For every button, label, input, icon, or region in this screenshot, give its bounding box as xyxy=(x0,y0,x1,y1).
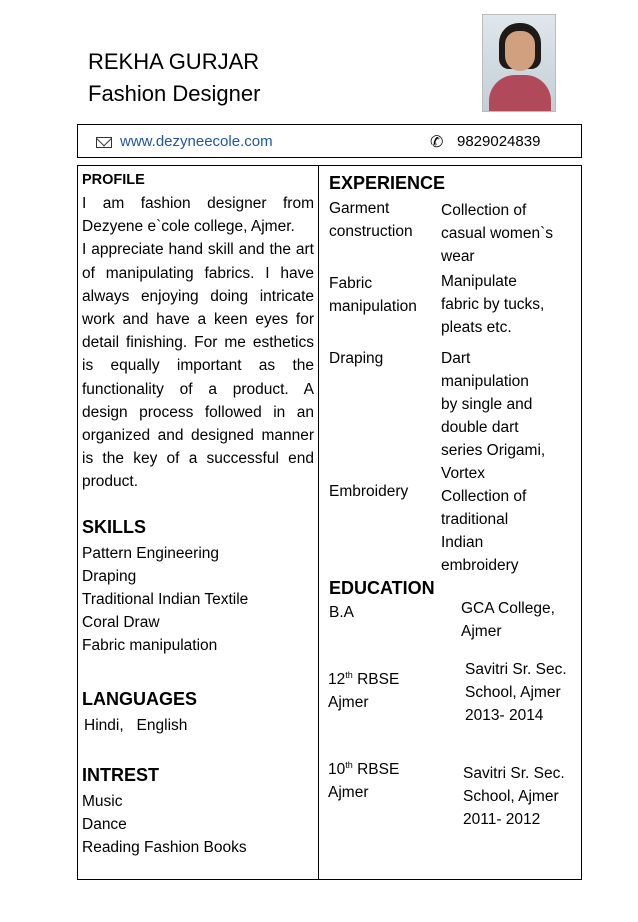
education-school: 2011- 2012 xyxy=(463,811,541,828)
education-school: Savitri Sr. Sec. xyxy=(463,765,565,782)
skill-item: Coral Draw xyxy=(82,614,160,631)
experience-desc: Collection of xyxy=(441,202,527,219)
experience-desc: series Origami, xyxy=(441,442,546,459)
skill-item: Draping xyxy=(82,568,137,585)
experience-desc: Collection of xyxy=(441,488,527,505)
languages-heading: LANGUAGES xyxy=(82,689,198,709)
candidate-name: REKHA GURJAR xyxy=(88,49,260,74)
profile-para-2: I appreciate hand skill and the art of manipulating fabrics. I have always enjoying doing intricate work and have a keen eyes for detail finishing. For me esthetics is equally important as the functionality of a product. A design process followed in an organized and designed manner is the key of a successful end product. xyxy=(82,241,314,491)
profile-para-1: I am fashion designer from Dezyene e`cole college, Ajmer. xyxy=(82,195,314,236)
candidate-role: Fashion Designer xyxy=(88,81,261,106)
experience-desc: Indian xyxy=(441,534,484,551)
experience-title: Fabric xyxy=(329,275,373,292)
education-school: Ajmer xyxy=(461,623,502,640)
experience-desc: Dart xyxy=(441,350,471,367)
education-degree: 10th RBSE xyxy=(328,760,400,778)
education-school: School, Ajmer xyxy=(463,788,559,805)
education-school: School, Ajmer xyxy=(465,684,561,701)
education-degree: B.A xyxy=(329,604,354,621)
experience-desc: traditional xyxy=(441,511,509,528)
profile-heading: PROFILE xyxy=(82,172,145,188)
profile-text xyxy=(82,192,314,494)
interest-heading: INTREST xyxy=(82,765,160,785)
experience-desc: casual women`s xyxy=(441,225,553,242)
languages-value: Hindi, English xyxy=(84,717,188,734)
skills-heading: SKILLS xyxy=(82,517,147,537)
education-school: Savitri Sr. Sec. xyxy=(465,661,567,678)
contact-bar xyxy=(77,124,582,158)
experience-desc: Manipulate xyxy=(441,273,517,290)
phone-number: 9829024839 xyxy=(457,133,541,150)
education-school: 2013- 2014 xyxy=(465,707,544,724)
interest-item: Music xyxy=(82,793,123,810)
experience-title: Embroidery xyxy=(329,483,409,500)
education-heading: EDUCATION xyxy=(329,578,435,598)
experience-heading: EXPERIENCE xyxy=(329,173,446,193)
experience-desc: double dart xyxy=(441,419,519,436)
skill-item: Fabric manipulation xyxy=(82,637,218,654)
phone-icon: ✆ xyxy=(430,134,444,151)
experience-title: manipulation xyxy=(329,298,417,315)
experience-desc: Vortex xyxy=(441,465,485,482)
experience-title: Garment xyxy=(329,200,390,217)
skill-item: Traditional Indian Textile xyxy=(82,591,249,608)
skill-item: Pattern Engineering xyxy=(82,545,220,562)
experience-title: Draping xyxy=(329,350,384,367)
envelope-icon xyxy=(96,137,112,148)
interest-item: Dance xyxy=(82,816,127,833)
education-place: Ajmer xyxy=(328,694,369,711)
profile-photo xyxy=(482,14,556,112)
column-divider xyxy=(318,165,319,880)
experience-desc: embroidery xyxy=(441,557,519,574)
interest-item: Reading Fashion Books xyxy=(82,839,247,856)
education-school: GCA College, xyxy=(461,600,555,617)
experience-title: construction xyxy=(329,223,413,240)
experience-desc: by single and xyxy=(441,396,533,413)
experience-desc: manipulation xyxy=(441,373,529,390)
experience-desc: fabric by tucks, xyxy=(441,296,545,313)
website-link[interactable]: www.dezyneecole.com xyxy=(120,133,273,150)
experience-desc: pleats etc. xyxy=(441,319,512,336)
education-degree: 12th RBSE xyxy=(328,670,400,688)
education-place: Ajmer xyxy=(328,784,369,801)
experience-desc: wear xyxy=(441,248,475,265)
